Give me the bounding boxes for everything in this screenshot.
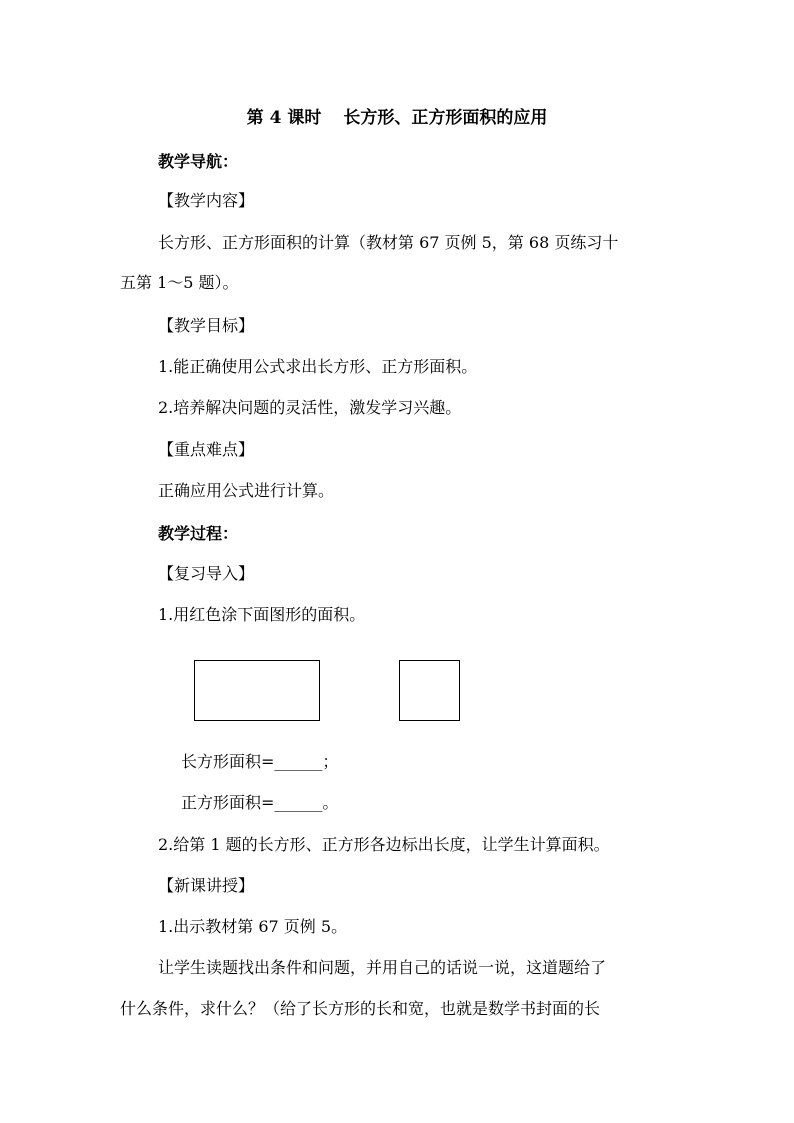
- content-line-2: 五第 1～5 题）。: [120, 273, 239, 292]
- rectangle-area-blank: 长方形面积=______；: [181, 752, 339, 771]
- goals-heading: 【教学目标】: [158, 316, 255, 335]
- lesson-number: 第 4 课时: [246, 108, 322, 128]
- content-heading: 【教学内容】: [158, 191, 255, 210]
- review-heading: 【复习导入】: [158, 564, 255, 583]
- review-item-1: 1.用红色涂下面图形的面积。: [158, 605, 366, 624]
- process-heading: 教学过程：: [158, 524, 239, 543]
- square-area-blank: 正方形面积=______。: [181, 793, 339, 812]
- square-figure: [399, 660, 460, 721]
- new-lesson-item-1: 1.出示教材第 67 页例 5。: [158, 917, 348, 936]
- rectangle-figure: [194, 660, 320, 721]
- key-heading: 【重点难点】: [158, 440, 255, 459]
- goal-1: 1.能正确使用公式求出长方形、正方形面积。: [158, 357, 478, 376]
- review-item-2: 2.给第 1 题的长方形、正方形各边标出长度，让学生计算面积。: [158, 835, 610, 854]
- new-lesson-heading: 【新课讲授】: [158, 876, 255, 895]
- page-title: [0, 107, 794, 129]
- content-line-1: 长方形、正方形面积的计算（教材第 67 页例 5，第 68 页练习十: [158, 233, 619, 252]
- new-lesson-paragraph-line-2: 什么条件，求什么？（给了长方形的长和宽，也就是数学书封面的长: [120, 999, 601, 1018]
- lesson-topic: 长方形、正方形面积的应用: [343, 108, 548, 128]
- goal-2: 2.培养解决问题的灵活性，激发学习兴趣。: [158, 398, 462, 417]
- key-text: 正确应用公式进行计算。: [158, 481, 335, 500]
- new-lesson-paragraph-line-1: 让学生读题找出条件和问题，并用自己的话说一说，这道题给了: [158, 958, 607, 977]
- nav-heading: 教学导航：: [158, 152, 239, 171]
